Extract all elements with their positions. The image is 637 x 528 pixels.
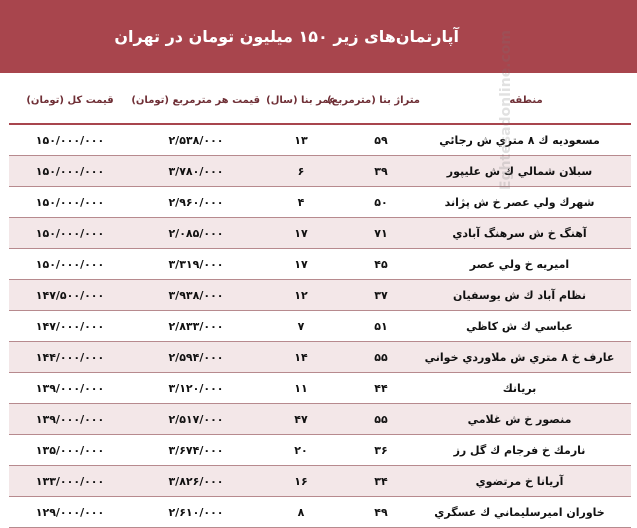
cell-price-per-m2: ۳/۶۷۴/۰۰۰ <box>131 435 261 466</box>
cell-area: نظام آباد ك ش يوسفيان <box>421 280 631 311</box>
cell-total-price: ۱۳۵/۰۰۰/۰۰۰ <box>9 435 131 466</box>
table-row <box>9 124 631 156</box>
title-bar <box>0 0 637 73</box>
cell-price-per-m2: ۲/۰۸۵/۰۰۰ <box>131 218 261 249</box>
cell-size: ۵۹ <box>341 124 421 156</box>
cell-price-per-m2: ۲/۵۹۴/۰۰۰ <box>131 342 261 373</box>
cell-size: ۵۰ <box>341 187 421 218</box>
cell-size: ۴۴ <box>341 373 421 404</box>
cell-total-price: ۱۵۰/۰۰۰/۰۰۰ <box>9 218 131 249</box>
cell-area: آريانا خ مرتضوي <box>421 466 631 497</box>
cell-area: منصور خ ش غلامي <box>421 404 631 435</box>
cell-age: ۷ <box>261 311 341 342</box>
table-row <box>9 218 631 249</box>
cell-age: ۴۷ <box>261 404 341 435</box>
cell-age: ۴ <box>261 187 341 218</box>
table-row <box>9 466 631 497</box>
cell-size: ۵۵ <box>341 342 421 373</box>
cell-area: آهنگ خ ش سرهنگ آبادي <box>421 218 631 249</box>
cell-total-price: ۱۵۰/۰۰۰/۰۰۰ <box>9 187 131 218</box>
watermark: Eghtesadonline.com <box>498 29 514 190</box>
cell-age: ۸ <box>261 497 341 528</box>
cell-price-per-m2: ۲/۹۶۰/۰۰۰ <box>131 187 261 218</box>
cell-size: ۴۵ <box>341 249 421 280</box>
cell-age: ۱۱ <box>261 373 341 404</box>
header-total-price: قیمت کل (تومان) <box>9 77 131 124</box>
cell-size: ۵۱ <box>341 311 421 342</box>
cell-size: ۷۱ <box>341 218 421 249</box>
cell-area: بريانك <box>421 373 631 404</box>
table-row <box>9 497 631 528</box>
cell-age: ۱۴ <box>261 342 341 373</box>
table-header-row <box>9 77 631 124</box>
cell-age: ۲۰ <box>261 435 341 466</box>
cell-age: ۶ <box>261 156 341 187</box>
cell-area: سبلان شمالي ك ش عليپور <box>421 156 631 187</box>
cell-size: ۳۷ <box>341 280 421 311</box>
cell-size: ۵۵ <box>341 404 421 435</box>
cell-total-price: ۱۴۷/۰۰۰/۰۰۰ <box>9 311 131 342</box>
cell-age: ۱۷ <box>261 218 341 249</box>
cell-size: ۴۹ <box>341 497 421 528</box>
header-price-per-m2: قیمت هر مترمربع (تومان) <box>131 77 261 124</box>
table-row <box>9 249 631 280</box>
table-row <box>9 280 631 311</box>
table-row <box>9 187 631 218</box>
cell-price-per-m2: ۳/۷۸۰/۰۰۰ <box>131 156 261 187</box>
table-row <box>9 404 631 435</box>
cell-total-price: ۱۳۹/۰۰۰/۰۰۰ <box>9 373 131 404</box>
cell-total-price: ۱۳۳/۰۰۰/۰۰۰ <box>9 466 131 497</box>
table-row <box>9 373 631 404</box>
table-row <box>9 342 631 373</box>
header-area: منطقه <box>421 77 631 124</box>
cell-price-per-m2: ۳/۹۳۸/۰۰۰ <box>131 280 261 311</box>
cell-price-per-m2: ۲/۵۱۷/۰۰۰ <box>131 404 261 435</box>
header-age: عمر بنا (سال) <box>261 77 341 124</box>
cell-total-price: ۱۵۰/۰۰۰/۰۰۰ <box>9 249 131 280</box>
table-row <box>9 156 631 187</box>
cell-area: نارمك خ فرجام ك گل رز <box>421 435 631 466</box>
cell-total-price: ۱۴۷/۵۰۰/۰۰۰ <box>9 280 131 311</box>
cell-total-price: ۱۵۰/۰۰۰/۰۰۰ <box>9 124 131 156</box>
cell-price-per-m2: ۲/۸۳۳/۰۰۰ <box>131 311 261 342</box>
table-row <box>9 311 631 342</box>
cell-price-per-m2: ۳/۸۲۶/۰۰۰ <box>131 466 261 497</box>
cell-area: خاوران اميرسليماني ك عسگري <box>421 497 631 528</box>
cell-price-per-m2: ۳/۳۱۹/۰۰۰ <box>131 249 261 280</box>
cell-total-price: ۱۴۴/۰۰۰/۰۰۰ <box>9 342 131 373</box>
cell-age: ۱۳ <box>261 124 341 156</box>
cell-age: ۱۲ <box>261 280 341 311</box>
cell-area: عارف خ ۸ متري ش ملاوردي خواني <box>421 342 631 373</box>
page-title: آپارتمان‌های زیر ۱۵۰ میلیون تومان در تهران <box>114 27 459 46</box>
apartments-table <box>9 77 631 528</box>
cell-area: شهرك ولي عصر خ ش پژاند <box>421 187 631 218</box>
cell-age: ۱۷ <box>261 249 341 280</box>
table-row <box>9 435 631 466</box>
cell-area: مسعودیه ك ۸ متري ش رجائي <box>421 124 631 156</box>
cell-size: ۳۶ <box>341 435 421 466</box>
cell-total-price: ۱۲۹/۰۰۰/۰۰۰ <box>9 497 131 528</box>
cell-area: عباسي ك ش كاظي <box>421 311 631 342</box>
cell-price-per-m2: ۲/۵۳۸/۰۰۰ <box>131 124 261 156</box>
cell-size: ۳۴ <box>341 466 421 497</box>
cell-area: اميريه خ ولي عصر <box>421 249 631 280</box>
cell-total-price: ۱۵۰/۰۰۰/۰۰۰ <box>9 156 131 187</box>
header-size: متراژ بنا (مترمربع) <box>341 77 421 124</box>
cell-size: ۳۹ <box>341 156 421 187</box>
cell-price-per-m2: ۳/۱۲۰/۰۰۰ <box>131 373 261 404</box>
cell-age: ۱۶ <box>261 466 341 497</box>
cell-price-per-m2: ۲/۶۱۰/۰۰۰ <box>131 497 261 528</box>
cell-total-price: ۱۳۹/۰۰۰/۰۰۰ <box>9 404 131 435</box>
